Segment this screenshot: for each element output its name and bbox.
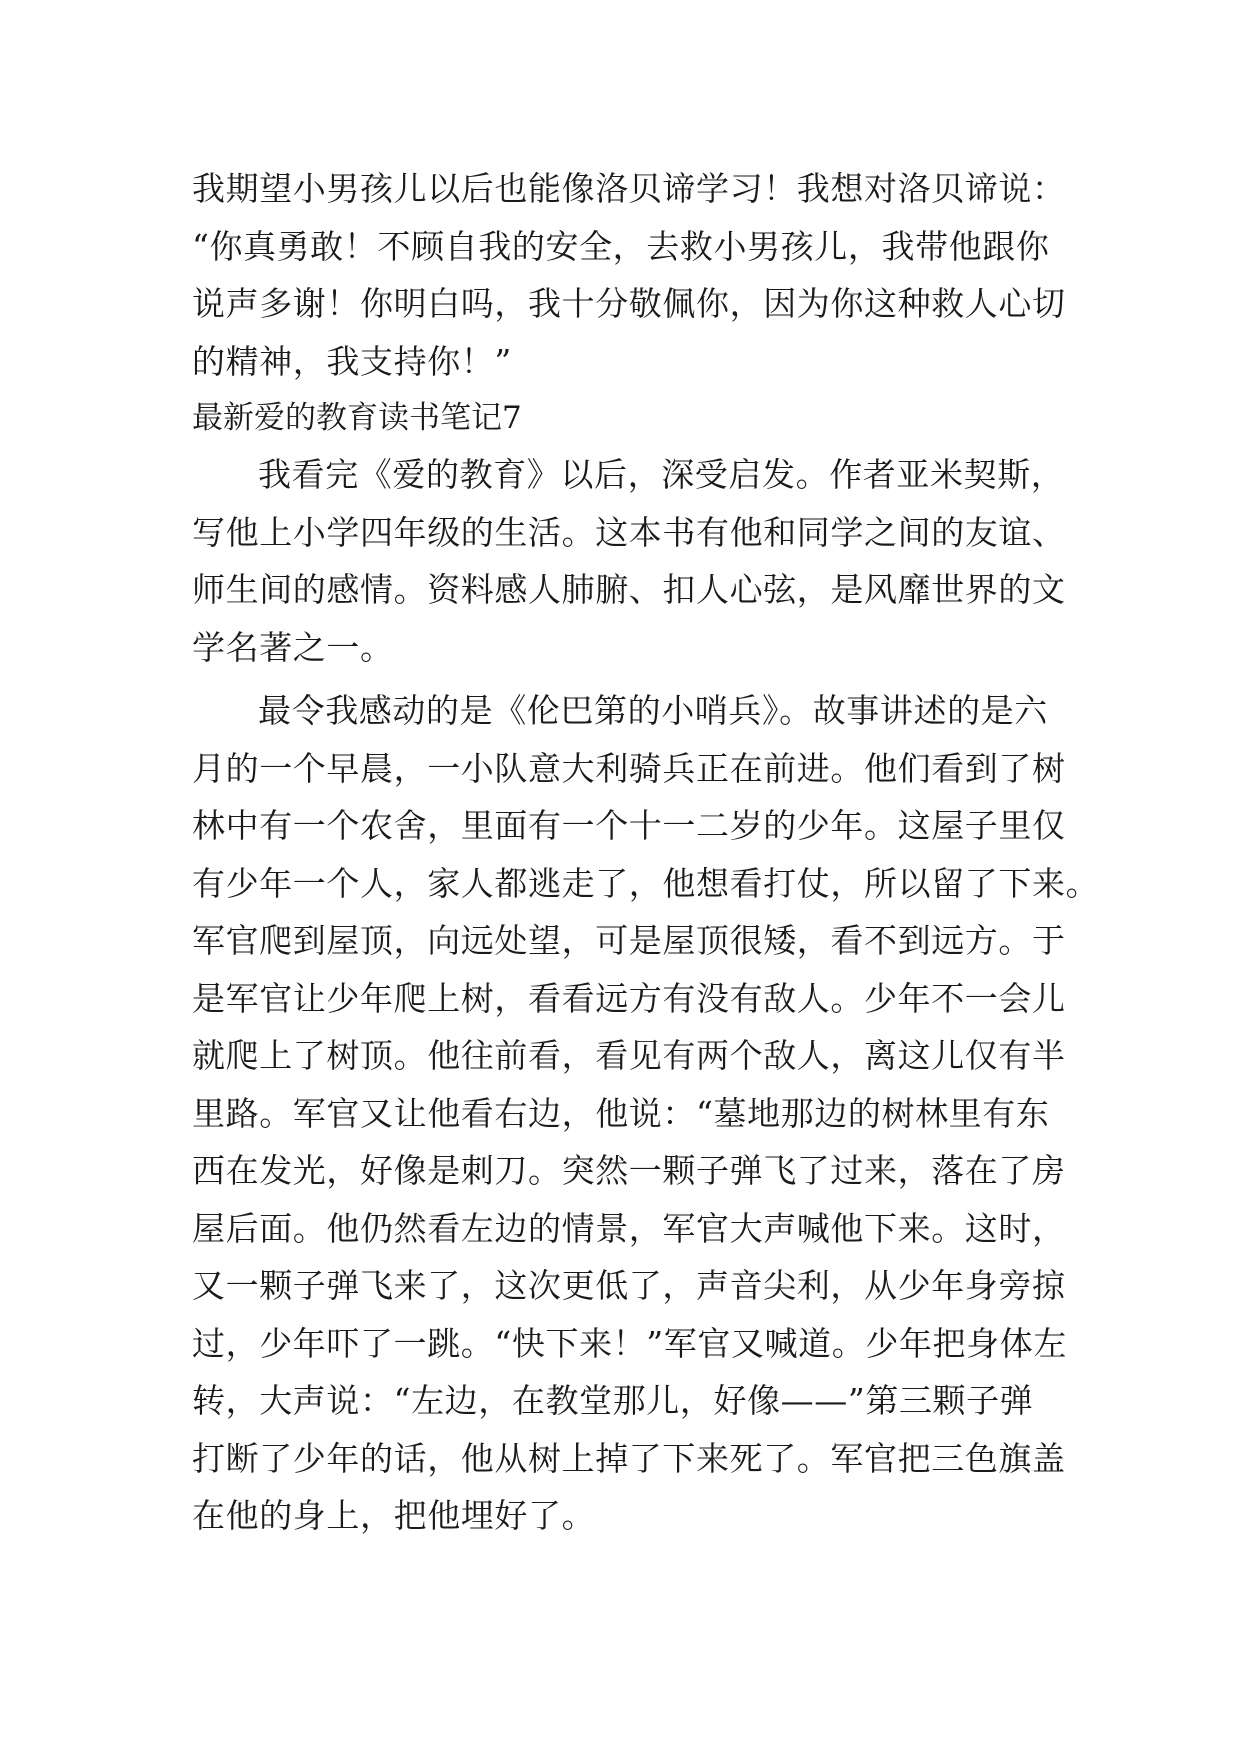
paragraph-1 bbox=[192, 160, 1066, 390]
text-line: 就爬上了树顶。他往前看，看见有两个敌人，离这儿仅有半 bbox=[192, 1036, 1066, 1075]
text-line: “你真勇敢！不顾自我的安全，去救小男孩儿，我带他跟你 bbox=[192, 226, 1050, 266]
paragraph-3 bbox=[192, 682, 1100, 1545]
text-line: 军官爬到屋顶，向远处望，可是屋顶很矮，看不到远方。于 bbox=[192, 921, 1066, 960]
text-line: 学名著之一。 bbox=[192, 627, 394, 667]
text-line: 又一颗子弹飞来了，这次更低了，声音尖利，从少年身旁掠 bbox=[192, 1266, 1066, 1305]
text-line: 打断了少年的话，他从树上掉了下来死了。军官把三色旗盖 bbox=[192, 1438, 1066, 1478]
paragraph-2 bbox=[192, 446, 1066, 676]
text-line: 说声多谢！你明白吗，我十分敬佩你，因为你这种救人心切 bbox=[192, 284, 1066, 323]
text-line: 西在发光，好像是刺刀。突然一颗子弹飞了过来，落在了房 bbox=[192, 1151, 1066, 1190]
text-line: 我看完《爱的教育》以后，深受启发。作者亚米契斯， bbox=[258, 455, 1065, 494]
text-line: 师生间的感情。资料感人肺腑、扣人心弦，是风靡世界的文 bbox=[192, 570, 1066, 609]
text-line: 我期望小男孩儿以后也能像洛贝谛学习！我想对洛贝谛说： bbox=[192, 169, 1066, 208]
text-line: 屋后面。他仍然看左边的情景，军官大声喊他下来。这时， bbox=[192, 1208, 1066, 1248]
text-line: 是军官让少年爬上树，看看远方有没有敌人。少年不一会儿 bbox=[192, 978, 1066, 1018]
text-line: 在他的身上，把他埋好了。 bbox=[192, 1496, 596, 1535]
text-line: 写他上小学四年级的生活。这本书有他和同学之间的友谊、 bbox=[192, 512, 1066, 552]
text-line: 林中有一个农舍，里面有一个十一二岁的少年。这屋子里仅 bbox=[192, 806, 1066, 845]
section-heading: 最新爱的教育读书笔记7 bbox=[192, 400, 522, 436]
text-line: 有少年一个人，家人都逃走了，他想看打仗，所以留了下来。 bbox=[192, 863, 1100, 903]
document-page bbox=[192, 160, 1100, 1545]
text-line: 转，大声说：“左边，在教堂那儿，好像——”第三颗子弹 bbox=[192, 1381, 1034, 1420]
text-line: 月的一个早晨，一小队意大利骑兵正在前进。他们看到了树 bbox=[192, 748, 1066, 788]
text-line: 的精神，我支持你！” bbox=[192, 341, 512, 381]
text-line: 过，少年吓了一跳。“快下来！”军官又喊道。少年把身体左 bbox=[192, 1323, 1067, 1363]
text-line: 最令我感动的是《伦巴第的小哨兵》。故事讲述的是六 bbox=[258, 691, 1048, 730]
text-line: 里路。军官又让他看右边，他说：“墓地那边的树林里有东 bbox=[192, 1093, 1050, 1133]
